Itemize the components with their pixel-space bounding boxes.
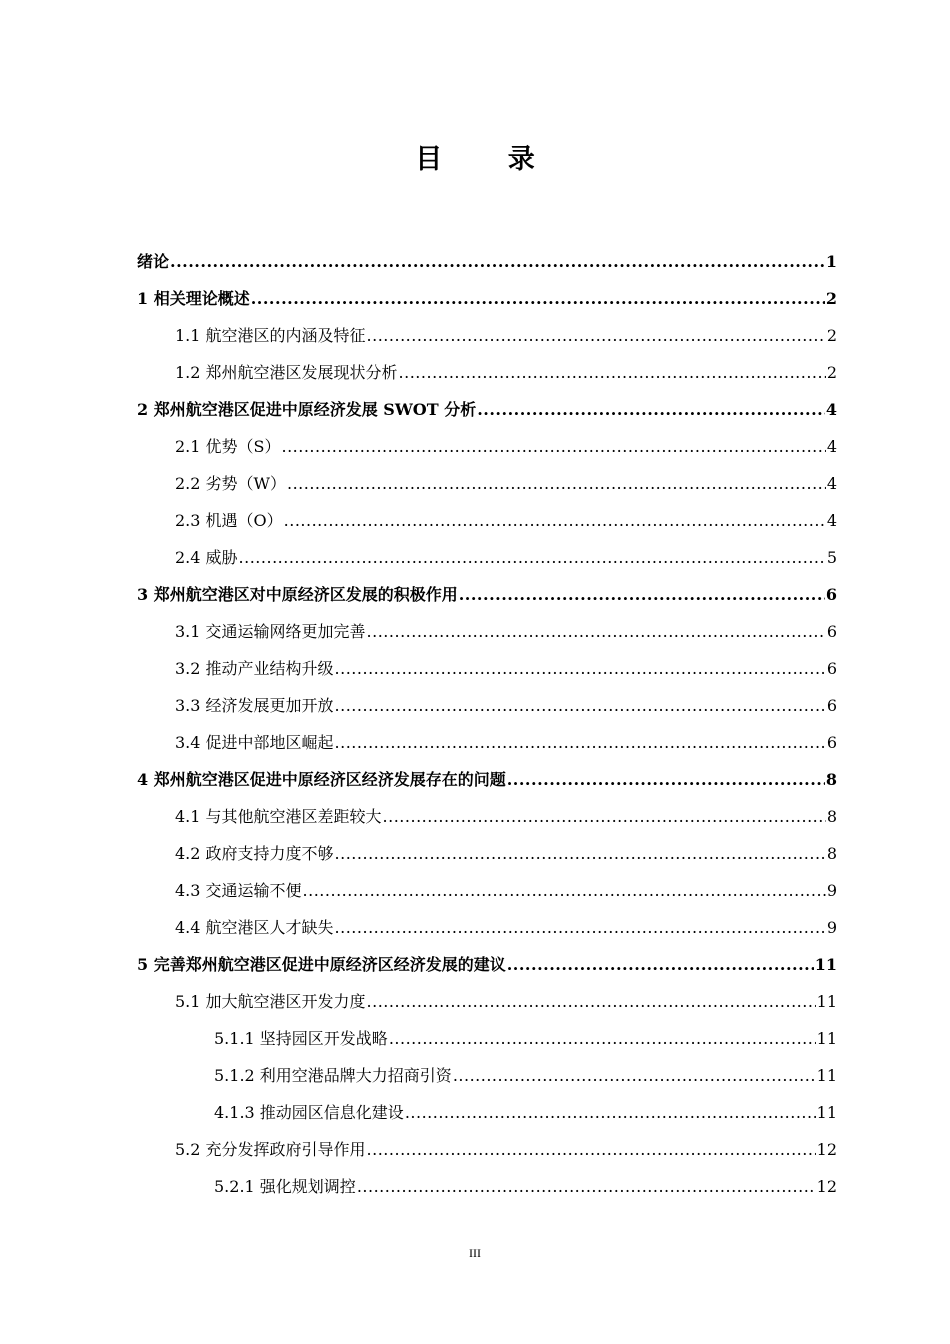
toc-dot-leader [357,1172,816,1202]
toc-entry-label: 5 完善郑州航空港区促进中原经济区经济发展的建议 [137,955,506,974]
page-number: III [469,1246,481,1260]
toc-entry-page: 6 [826,622,837,641]
toc-dot-leader [453,1061,816,1091]
toc-entry-page: 9 [826,881,837,900]
toc-entry[interactable] [175,321,837,351]
toc-entry-page: 11 [816,1066,837,1085]
toc-dot-leader [335,913,826,943]
toc-entry-page: 5 [826,548,837,567]
toc-entry-page: 4 [826,511,837,530]
toc-entry-page: 2 [825,289,837,308]
toc-entry-page: 6 [825,585,837,604]
toc-entry[interactable] [137,247,837,277]
toc-entry-label: 3.3 经济发展更加开放 [175,696,334,715]
toc-entry-label: 4.4 航空港区人才缺失 [175,918,334,937]
toc-entry-label: 4.3 交通运输不便 [175,881,302,900]
toc-entry[interactable] [175,876,837,906]
toc-entry-label: 5.1 加大航空港区开发力度 [175,992,366,1011]
toc-entry-page: 9 [826,918,837,937]
toc-entry-label: 3.4 促进中部地区崛起 [175,733,334,752]
toc-entry[interactable] [175,617,837,647]
toc-entry-label: 4 郑州航空港区促进中原经济区经济发展存在的问题 [137,770,506,789]
toc-dot-leader [287,469,826,499]
toc-dot-leader [389,1024,816,1054]
toc-entry[interactable] [175,543,837,573]
toc-entry-label: 2.3 机遇（O） [175,511,283,530]
toc-entry-page: 2 [826,363,837,382]
toc-entry-page: 8 [826,807,837,826]
toc-entry[interactable] [137,395,837,425]
toc-entry[interactable] [137,284,837,314]
toc-dot-leader [239,543,826,573]
toc-entry[interactable] [175,506,837,536]
toc-entry-label: 3.2 推动产业结构升级 [175,659,334,678]
toc-entry[interactable] [175,358,837,388]
toc-entry-page: 11 [816,1029,837,1048]
toc-entry[interactable] [175,432,837,462]
toc-entry[interactable] [175,987,837,1017]
toc-dot-leader [405,1098,816,1128]
toc-entry-label: 1.1 航空港区的内涵及特征 [175,326,366,345]
toc-dot-leader [367,987,816,1017]
toc-entry[interactable] [175,728,837,758]
toc-entry-page: 11 [816,1103,837,1122]
toc-entry-label: 2.2 劣势（W） [175,474,286,493]
toc-entry[interactable] [175,469,837,499]
toc-dot-leader [507,950,814,980]
toc-entry-page: 12 [816,1177,837,1196]
toc-entry[interactable] [175,654,837,684]
toc-dot-leader [335,654,826,684]
toc-entry-page: 12 [816,1140,837,1159]
toc-entry-label: 4.1.3 推动园区信息化建设 [214,1103,404,1122]
toc-entry-page: 1 [825,252,837,271]
toc-dot-leader [459,580,825,610]
toc-entry[interactable] [214,1172,837,1202]
toc-entry[interactable] [175,839,837,869]
toc-entry[interactable] [175,802,837,832]
toc-entry[interactable] [214,1024,837,1054]
toc-dot-leader [507,765,825,795]
toc-dot-leader [284,506,826,536]
toc-dot-leader [303,876,826,906]
toc-dot-leader [170,247,825,277]
toc-entry-page: 6 [826,733,837,752]
toc-entry-page: 2 [826,326,837,345]
toc-dot-leader [335,691,826,721]
toc-entry-label: 3.1 交通运输网络更加完善 [175,622,366,641]
page-title: 目 录 [415,144,563,175]
toc-entry[interactable] [137,950,837,980]
toc-entry-page: 8 [826,844,837,863]
toc-dot-leader [399,358,826,388]
toc-entry-label: 5.2.1 强化规划调控 [214,1177,356,1196]
toc-entry[interactable] [137,580,837,610]
toc-entry-page: 6 [826,659,837,678]
toc-dot-leader [367,617,826,647]
toc-dot-leader [367,1135,816,1165]
toc-entry-page: 11 [814,955,837,974]
toc-entry-label: 5.2 充分发挥政府引导作用 [175,1140,366,1159]
toc-entry[interactable] [137,765,837,795]
toc-dot-leader [251,284,825,314]
toc-entry-label: 4.1 与其他航空港区差距较大 [175,807,382,826]
toc-entry-label: 1.2 郑州航空港区发展现状分析 [175,363,398,382]
toc-dot-leader [282,432,826,462]
toc-entry[interactable] [175,913,837,943]
toc-entry-label: 2 郑州航空港区促进中原经济发展 SWOT 分析 [137,400,477,419]
toc-dot-leader [477,395,825,425]
toc-entry-label: 2.4 威胁 [175,548,238,567]
toc-entry-label: 绪论 [137,252,170,271]
toc-entry-page: 8 [825,770,837,789]
toc-entry-label: 5.1.2 利用空港品牌大力招商引资 [214,1066,452,1085]
toc-entry-label: 4.2 政府支持力度不够 [175,844,334,863]
toc-entry-page: 4 [826,437,837,456]
toc-entry-page: 4 [825,400,837,419]
toc-dot-leader [335,728,826,758]
toc-entry[interactable] [175,691,837,721]
toc-entry[interactable] [214,1061,837,1091]
toc-entry[interactable] [214,1098,837,1128]
toc-entry-page: 6 [826,696,837,715]
toc-entry-page: 4 [826,474,837,493]
toc-entry[interactable] [175,1135,837,1165]
toc-entry-label: 1 相关理论概述 [137,289,250,308]
toc-entry-label: 3 郑州航空港区对中原经济区发展的积极作用 [137,585,458,604]
toc-entry-label: 5.1.1 坚持园区开发战略 [214,1029,388,1048]
toc-dot-leader [335,839,826,869]
toc-dot-leader [383,802,826,832]
toc-entry-page: 11 [816,992,837,1011]
toc-dot-leader [367,321,826,351]
toc-entry-label: 2.1 优势（S） [175,437,281,456]
